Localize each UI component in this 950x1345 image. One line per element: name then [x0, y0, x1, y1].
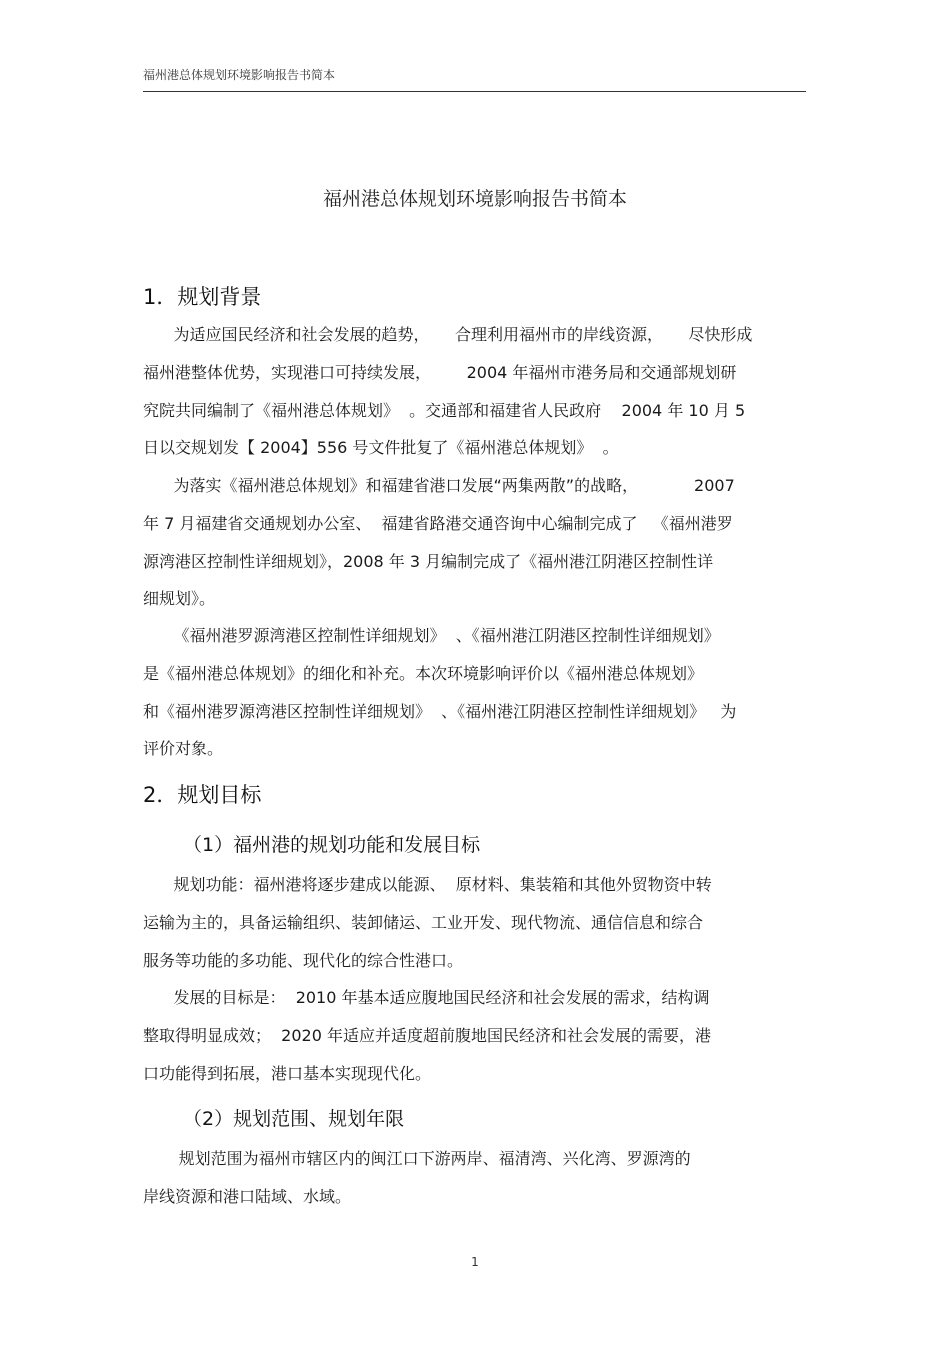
text-line: 究院共同编制了《福州港总体规划》 。交通部和福建省人民政府 2004 年 10 月 5	[143, 400, 746, 420]
text-line: 和《福州港罗源湾港区控制性详细规划》 、《福州港江阴港区控制性详细规划》 为	[143, 701, 737, 721]
text-line: 福州港整体优势，实现港口可持续发展， 2004 年福州市港务局和交通部规划研	[143, 362, 737, 382]
paragraph-background-2	[143, 467, 811, 618]
paragraph-scope	[143, 1140, 811, 1216]
text-line: 岸线资源和港口陆域、水域。	[143, 1186, 352, 1206]
text-line: 年 7 月福建省交通规划办公室、 福建省路港交通咨询中心编制完成了 《福州港罗	[143, 513, 733, 533]
text-line: 口功能得到拓展，港口基本实现现代化。	[143, 1063, 432, 1083]
paragraph-functions	[143, 866, 811, 979]
text-line: 细规划》。	[143, 589, 216, 609]
text-line: 整取得明显成效； 2020 年适应并适度超前腹地国民经济和社会发展的需要，港	[143, 1025, 711, 1045]
text-line: 发展的目标是： 2010 年基本适应腹地国民经济和社会发展的需求，结构调	[143, 988, 710, 1007]
section-heading-background: 1．规划背景	[143, 285, 262, 309]
text-line: 服务等功能的多功能、现代化的综合性港口。	[143, 950, 464, 970]
subsection-heading-functions: （1）福州港的规划功能和发展目标	[183, 834, 481, 856]
section-heading-goals: 2．规划目标	[143, 783, 262, 807]
text-line: 是《福州港总体规划》的细化和补充。本次环境影响评价以《福州港总体规划》	[143, 663, 704, 683]
header-rule	[143, 91, 806, 92]
paragraph-background-3	[143, 617, 811, 768]
subsection-heading-scope: （2）规划范围、规划年限	[183, 1108, 405, 1130]
page-number: 1	[471, 1255, 479, 1269]
text-line: 运输为主的，具备运输组织、装卸储运、工业开发、现代物流、通信信息和综合	[143, 912, 704, 932]
text-line: 为落实《福州港总体规划》和福建省港口发展“两集两散”的战略， 2007	[143, 476, 735, 495]
text-line: 《福州港罗源湾港区控制性详细规划》 、《福州港江阴港区控制性详细规划》	[143, 626, 720, 645]
text-line: 为适应国民经济和社会发展的趋势， 合理利用福州市的岸线资源， 尽快形成	[143, 325, 753, 344]
paragraph-background-1	[143, 316, 811, 467]
text-line: 日以交规划发【 2004】556 号文件批复了《福州港总体规划》 。	[143, 438, 619, 458]
text-line: 规划功能：福州港将逐步建成以能源、 原材料、集装箱和其他外贸物资中转	[143, 875, 712, 894]
running-header: 福州港总体规划环境影响报告书简本	[143, 68, 336, 82]
text-line: 源湾港区控制性详细规划》，2008 年 3 月编制完成了《福州港江阴港区控制性详	[143, 551, 714, 571]
text-line: 规划范围为福州市辖区内的闽江口下游两岸、福清湾、兴化湾、罗源湾的	[143, 1149, 691, 1168]
paragraph-goals	[143, 979, 811, 1092]
document-title: 福州港总体规划环境影响报告书简本	[322, 188, 627, 210]
text-line: 评价对象。	[143, 739, 224, 759]
